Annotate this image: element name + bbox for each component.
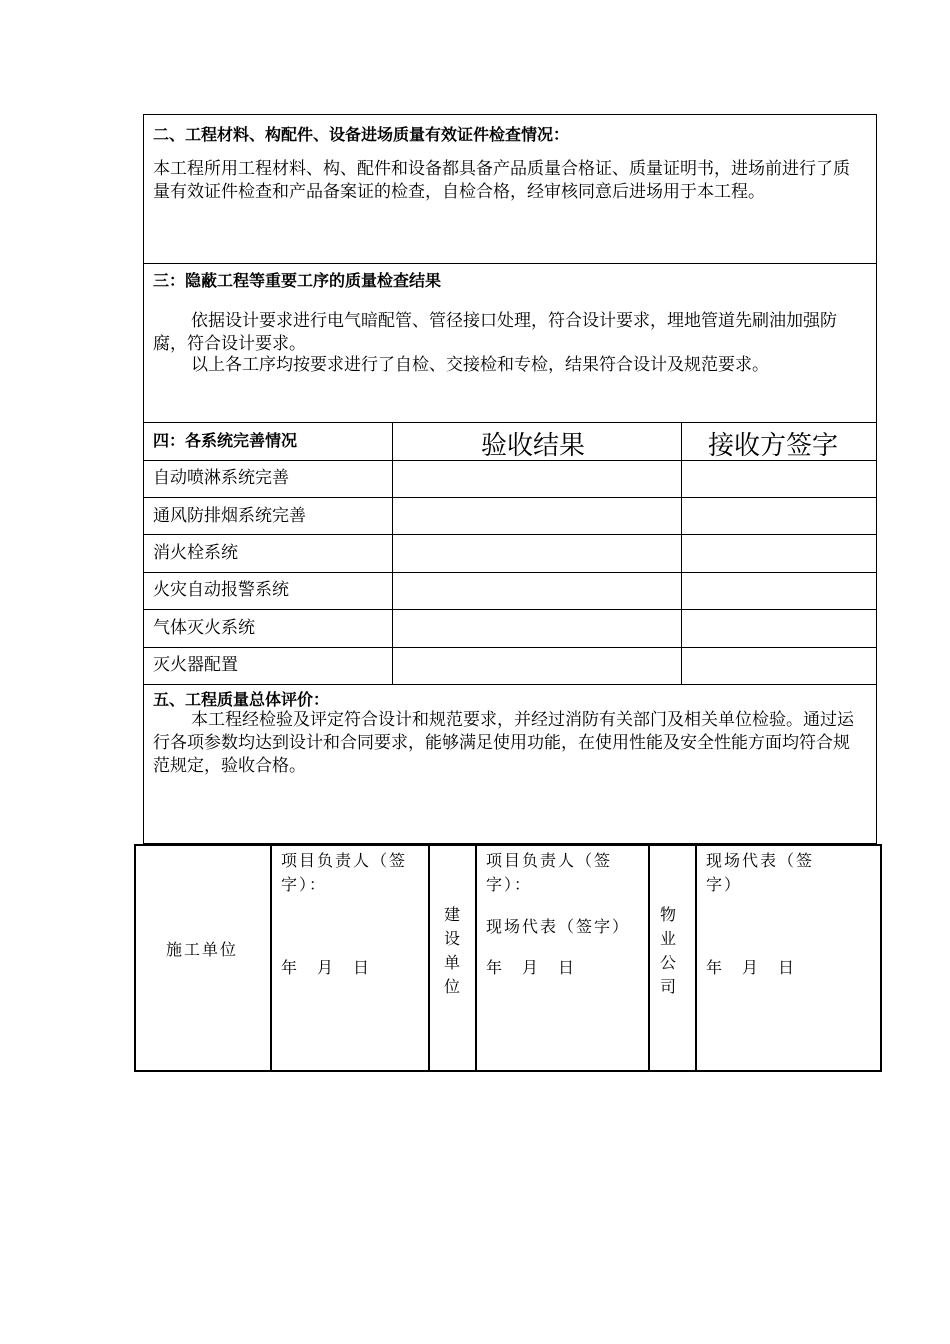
column-divider xyxy=(475,846,477,1070)
system-row-label: 自动喷淋系统完善 xyxy=(153,468,289,488)
inspection-form xyxy=(143,114,877,844)
col-sign-header: 接收方签字 xyxy=(708,431,839,461)
cu-sign-field: 项目负责人（签字）： xyxy=(281,851,408,894)
divider xyxy=(144,263,876,264)
divider xyxy=(144,534,876,535)
section3-para2: 以上各工序均按要求进行了自检、交接检和专检，结果符合设计及规范要求。 xyxy=(191,355,769,375)
column-divider xyxy=(648,846,650,1070)
build-unit-char: 位 xyxy=(443,977,460,996)
divider xyxy=(144,647,876,648)
property-char: 物 xyxy=(659,905,676,924)
property-char: 公 xyxy=(659,953,676,972)
section3-para1: 依据设计要求进行电气暗配管、管径接口处理，符合设计要求，埋地管道先刷油加强防腐，符合设计要求。 xyxy=(153,311,837,354)
build-unit-char: 单 xyxy=(443,953,460,972)
divider xyxy=(144,684,876,685)
pr-date-field: 年 月 日 xyxy=(706,958,797,977)
col-result-header: 验收结果 xyxy=(481,431,586,461)
section5-heading: 五、工程质量总体评价： xyxy=(153,690,330,709)
divider xyxy=(144,422,876,423)
bu-date-field: 年 月 日 xyxy=(486,958,577,977)
section3-heading: 三：隐蔽工程等重要工序的质量检查结果 xyxy=(153,271,442,290)
column-divider xyxy=(270,846,272,1070)
section2-body: 本工程所用工程材料、构、配件和设备都具备产品质量合格证、质量证明书，进场前进行了质量有效证件检查和产品备案证的检查，自检合格，经审核同意后进场用于本工程。 xyxy=(153,159,850,202)
bu-sign-field: 项目负责人（签字）： xyxy=(486,851,613,894)
section2-heading: 二、工程材料、构配件、设备进场质量有效证件检查情况： xyxy=(153,125,570,144)
divider xyxy=(144,572,876,573)
system-row-label: 气体灭火系统 xyxy=(153,618,255,638)
column-divider xyxy=(428,846,430,1070)
property-char: 业 xyxy=(659,929,676,948)
system-row-label: 通风防排烟系统完善 xyxy=(153,506,306,526)
divider xyxy=(144,497,876,498)
signature-table xyxy=(134,844,882,1072)
build-unit-label xyxy=(442,903,462,999)
section5-body: 本工程经检验及评定符合设计和规范要求，并经过消防有关部门及相关单位检验。通过运行各项参数均达到设计和合同要求，能够满足使用功能，在使用性能及安全性能方面均符合规范规定，验收合格。 xyxy=(153,710,854,776)
pr-rep-field: 现场代表（签字） xyxy=(706,851,815,894)
system-row-label: 灭火器配置 xyxy=(153,655,238,675)
system-row-label: 消火栓系统 xyxy=(153,543,238,563)
divider xyxy=(144,609,876,610)
bu-rep-field: 现场代表（签字） xyxy=(486,917,631,936)
column-divider xyxy=(392,422,393,684)
construction-unit-label: 施工单位 xyxy=(166,940,239,959)
property-char: 司 xyxy=(659,977,676,996)
cu-date-field: 年 月 日 xyxy=(281,958,372,977)
build-unit-char: 建 xyxy=(443,905,460,924)
divider xyxy=(144,460,876,461)
property-label xyxy=(658,903,678,999)
build-unit-char: 设 xyxy=(443,929,460,948)
column-divider xyxy=(695,846,697,1070)
section4-heading: 四：各系统完善情况 xyxy=(153,431,298,450)
system-row-label: 火灾自动报警系统 xyxy=(153,580,289,600)
column-divider xyxy=(681,422,682,684)
